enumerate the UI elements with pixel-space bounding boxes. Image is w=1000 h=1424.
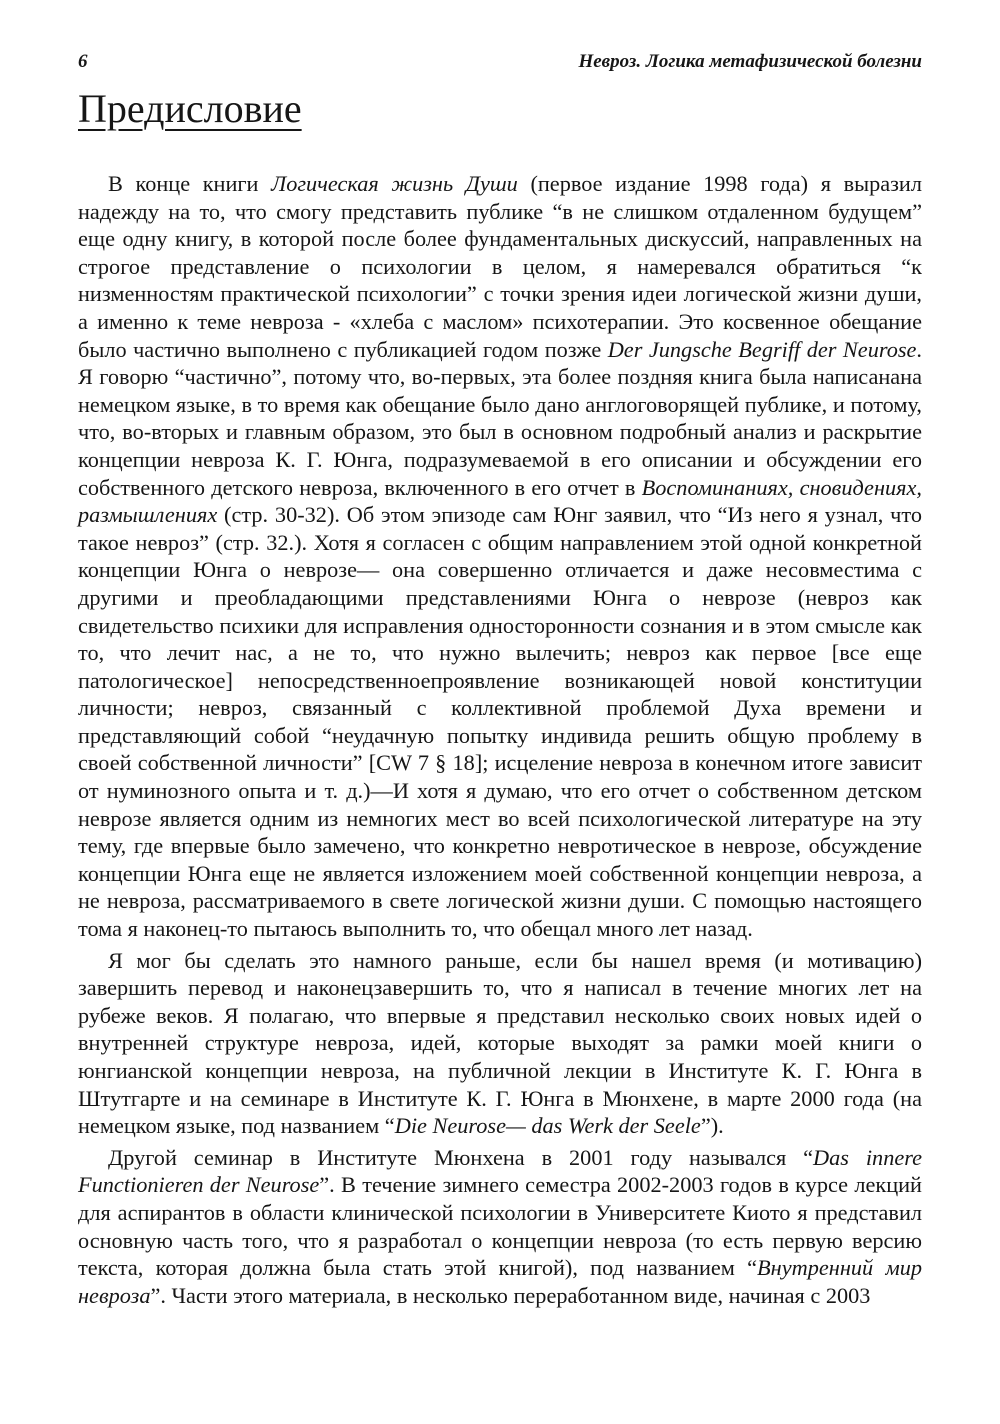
italic-text-run: Логическая жизнь Души [271,171,518,196]
paragraph [78,1144,922,1310]
running-head [78,48,922,76]
page-number: 6 [78,51,88,72]
text-run: Я мог бы сделать это намного раньше, если бы нашел время (и мотивацию) завершить перевод и наконецзавершить то, что я написал в течение многих лет на рубеже веков. Я полагаю, что впервые я представил несколько своих новых идей о внутренней структуре невроза, идей, которые выходят за рамки моей книги о юнгианской концепции невроза, на публичной лекции в Институте К. Г. Юнга в Штутгарте и на семинаре в Институте К. Г. Юнга в Мюнхене, в марте 2000 года (на немецком языке, под названием “ [78,947,922,1139]
italic-text-run: Воспоминаниях, сновидениях, размышлениях [78,474,922,528]
paragraph [78,170,922,943]
italic-text-run: Der Jungsche Begriff der Neurose [607,336,917,362]
text-run: ”. Части этого материала, в несколько переработанном виде, начиная с 2003 [150,1282,871,1308]
running-title: Невроз. Логика метафизической болезни [578,51,922,72]
italic-text-run: Die Neurose— das Werk der Seele [394,1113,701,1139]
body-text [78,170,922,1309]
text-run: (первое издание 1998 года) я выразил надежду на то, что смогу представить публике “в не слишком отдаленном будущем” еще одну книгу, в которой после более фундаментальных дискуссий, направленных на строгое представление о психологии в целом, я намеревался обратиться “к низменностям практической психологии” с точки зрения идеи логической жизни души, а именно к теме невроза - «хлеба с маслом» психотерапии. Это косвенное обещание было частично выполнено с публикацией годом позже [78,171,922,362]
italic-text-run: Внутренний мир невроза [78,1255,922,1308]
text-run: (стр. 30-32). Об этом эпизоде сам Юнг заявил, что “Из него я узнал, что такое невроз” (стр. 32.). Хотя я согласен с общим направлением этой одной конкретной концепции Юнга о неврозе— она совершенно отличается и даже несовместима с другими и преобладающими представлениями Юнга о неврозе (невроз как свидетельство психики для исправления односторонности сознания и в этом смысле как то, что лечит нас, а не то, что нужно вылечить; невроз как первое [все еще патологическое] непосредственноепроявление возникающей новой конституции личности; невроз, связанный с коллективной проблемой Духа времени и представляющий собой “неудачную попытку индивида решить общую проблему в своей собственной личности” [CW 7 § 18]; исцеление невроза в конечном итоге зависит от нуминозного опыта и т. д.)—И хотя я думаю, что его отчет о собственном детском неврозе является одним из немногих мест во всей психологической литературе на эту тему, где впервые было замечено, что конкретно невротическое в неврозе, обсуждение концепции Юнга еще не является изложением моей собственной концепции невроза, а не невроза, рассматриваемого в свете логической жизни души. С помощью настоящего тома я наконец-то пытаюсь выполнить то, что обещал много лет назад. [78,502,922,942]
text-run: . Я говорю “частично”, потому что, во-первых, эта более поздняя книга была написанана немецком языке, в то время как обещание было дано англоговорящей публике, и потому, что, во-вторых и главным образом, это был в основном подробный анализ и раскрытие концепции невроза К. Г. Юнга, подразумеваемой в его описании и обсуждении его собственного детского невроза, включенного в его отчет в [78,336,922,500]
text-run: ”. В течение зимнего семестра 2002-2003 годов в курсе лекций для аспирантов в области клинической психологии в Университете Киото я представил основную часть того, что я разработал о концепции невроза (то есть первую версию текста, которая должна была стать этой книгой), под названием “ [78,1172,922,1281]
chapter-title: Предисловие [78,86,302,131]
text-run: В конце книги [108,171,272,196]
text-run: Другой семинар в Институте Мюнхена в 2001 году назывался “ [108,1144,814,1170]
italic-text-run: Das innere Functionieren der Neurose [78,1144,922,1198]
paragraph [78,947,922,1140]
text-run: ”). [700,1113,724,1139]
